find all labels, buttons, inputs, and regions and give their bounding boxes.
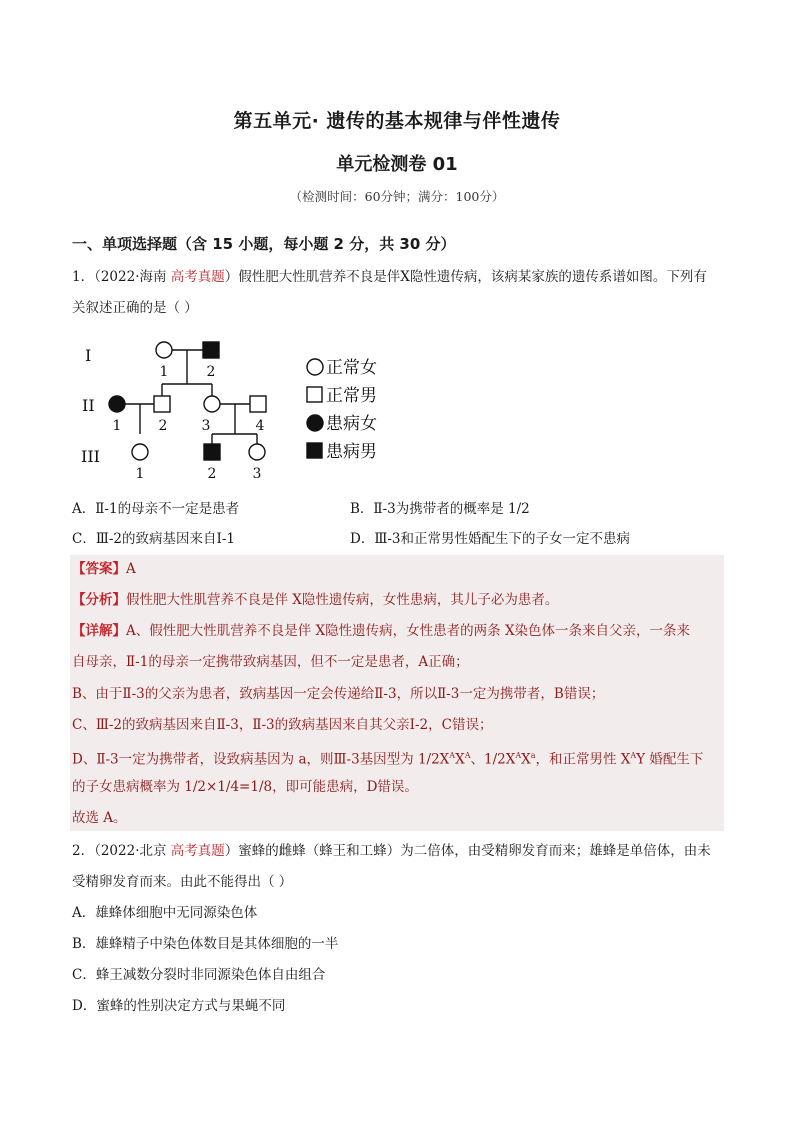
pedigree-I2-affected-male — [203, 342, 219, 358]
pedigree-label-II3: 3 — [201, 418, 211, 434]
pedigree-III1-normal-female — [132, 444, 148, 460]
analysis-tag: 【分析】 — [72, 592, 126, 608]
gen-label-I: I — [85, 346, 92, 365]
legend-normal-female-label: 正常女 — [326, 358, 377, 378]
pedigree-I1-normal-female — [156, 342, 172, 358]
sup-a-1: a — [530, 751, 536, 760]
q2-stem-line1 — [72, 841, 711, 861]
unit-title: 第五单元· 遗传的基本规律与伴性遗传 — [233, 110, 561, 132]
detail-5d: X — [521, 751, 531, 768]
q2-source-tag: 高考真题 — [170, 843, 225, 859]
q1-option-d: D．Ⅲ-3和正常男性婚配生下的子女一定不患病 — [350, 531, 630, 547]
q1-option-c: C．Ⅲ-2的致病基因来自Ⅰ-1 — [72, 531, 235, 547]
pedigree-label-III1: 1 — [135, 466, 145, 482]
legend-affected-male-icon — [307, 443, 322, 458]
pedigree-II3-normal-female — [204, 396, 220, 412]
detail-line5 — [72, 746, 703, 770]
gen-label-II: II — [82, 396, 95, 415]
pedigree-label-II1: 1 — [112, 418, 122, 434]
q1-prefix: 1．（2022·海南 — [72, 269, 171, 285]
q2-option-c: C．蜂王减数分裂时非同源染色体自由组合 — [72, 967, 326, 983]
pedigree-III3-normal-female — [249, 444, 265, 460]
pedigree-label-III2: 2 — [207, 466, 217, 482]
sup-A-2: A — [464, 751, 471, 760]
q1-stem-line2: 关叙述正确的是（ ） — [72, 300, 198, 316]
detail-5e: ，和正常男性 X — [535, 751, 631, 768]
detail-line1 — [72, 621, 690, 641]
detail-tag: 【详解】 — [72, 623, 126, 639]
detail-line6: 的子女患病概率为 1/2×1/4=1/8，即可能患病，D错误。 — [72, 779, 418, 795]
detail-5b: X — [455, 751, 465, 768]
pedigree-label-III3: 3 — [252, 466, 262, 482]
conclusion-line: 故选 A。 — [72, 810, 127, 826]
legend-normal-female-icon — [307, 359, 323, 375]
pedigree-label-I2: 2 — [206, 364, 216, 380]
detail-line2: 自母亲，Ⅱ-1的母亲一定携带致病基因，但不一定是患者，A正确； — [72, 654, 469, 670]
pedigree-II1-affected-female — [109, 396, 125, 412]
pedigree-III2-affected-male — [204, 444, 220, 460]
q2-option-a: A．雄蜂体细胞中无同源染色体 — [72, 905, 258, 921]
pedigree-II2-normal-male — [154, 396, 170, 412]
q2-stem-text: ）蜜蜂的雌蜂（蜂王和工蜂）为二倍体，由受精卵发育而来；雄蜂是单倍体，由未 — [224, 843, 711, 859]
q2-stem-line2: 受精卵发育而来。由此不能得出（ ） — [72, 874, 293, 890]
legend-normal-male-icon — [307, 387, 322, 402]
q2-prefix: 2．（2022·北京 — [72, 843, 171, 859]
q1-stem-text: ）假性肥大性肌营养不良是伴X隐性遗传病，该病某家族的遗传系谱如图。下列有 — [224, 269, 707, 285]
sup-A-4: A — [630, 751, 637, 760]
sup-A-1: A — [449, 751, 456, 760]
exam-meta: （检测时间：60分钟；满分：100分） — [289, 189, 505, 204]
q1-source-tag: 高考真题 — [170, 269, 225, 285]
detail-line4: C、Ⅲ-2的致病基因来自Ⅱ-3，Ⅱ-3的致病基因来自其父亲Ⅰ-2，C错误； — [72, 717, 493, 733]
legend-affected-female-label: 患病女 — [326, 414, 377, 434]
q1-stem-line1 — [72, 267, 707, 287]
pedigree-label-II4: 4 — [255, 418, 265, 434]
analysis-text: 假性肥大性肌营养不良是伴 X隐性遗传病，女性患病，其儿子必为患者。 — [126, 592, 559, 608]
detail-5a: D、Ⅱ-3一定为携带者，设致病基因为 a，则Ⅲ-3基因型为 1/2X — [72, 751, 450, 768]
answer-line — [72, 559, 136, 579]
detail-text-1: A、假性肥大性肌营养不良是伴 X隐性遗传病，女性患者的两条 X染色体一条来自父亲，一条来 — [126, 623, 691, 639]
legend-affected-male-label: 患病男 — [326, 442, 377, 462]
section-heading: 一、单项选择题（含 15 小题，每小题 2 分，共 30 分） — [72, 235, 456, 253]
sup-A-3: A — [515, 751, 522, 760]
gen-label-III: III — [81, 447, 100, 466]
q1-option-a: A．Ⅱ-1的母亲不一定是患者 — [72, 501, 240, 517]
pedigree-label-I1: 1 — [159, 364, 169, 380]
q2-option-d: D．蜜蜂的性别决定方式与果蝇不同 — [72, 998, 286, 1014]
q2-option-b: B．雄蜂精子中染色体数目是其体细胞的一半 — [72, 936, 339, 952]
legend-normal-male-label: 正常男 — [326, 386, 377, 406]
detail-line3: B、由于Ⅱ-3的父亲为患者，致病基因一定会传递给Ⅱ-3，所以Ⅱ-3一定为携带者，B错误； — [72, 686, 605, 702]
detail-5c: 、1/2X — [470, 751, 516, 768]
pedigree-label-II2: 2 — [158, 418, 168, 434]
exam-subtitle: 单元检测卷 01 — [336, 154, 458, 175]
pedigree-diagram — [72, 334, 402, 484]
answer-tag: 【答案】 — [72, 561, 126, 577]
pedigree-II4-normal-male — [250, 396, 266, 412]
detail-5f: Y 婚配生下 — [636, 751, 704, 768]
analysis-line — [72, 590, 558, 610]
answer-value: A — [126, 561, 136, 577]
q1-option-b: B．Ⅱ-3为携带者的概率是 1/2 — [350, 501, 530, 517]
legend-affected-female-icon — [307, 415, 323, 431]
